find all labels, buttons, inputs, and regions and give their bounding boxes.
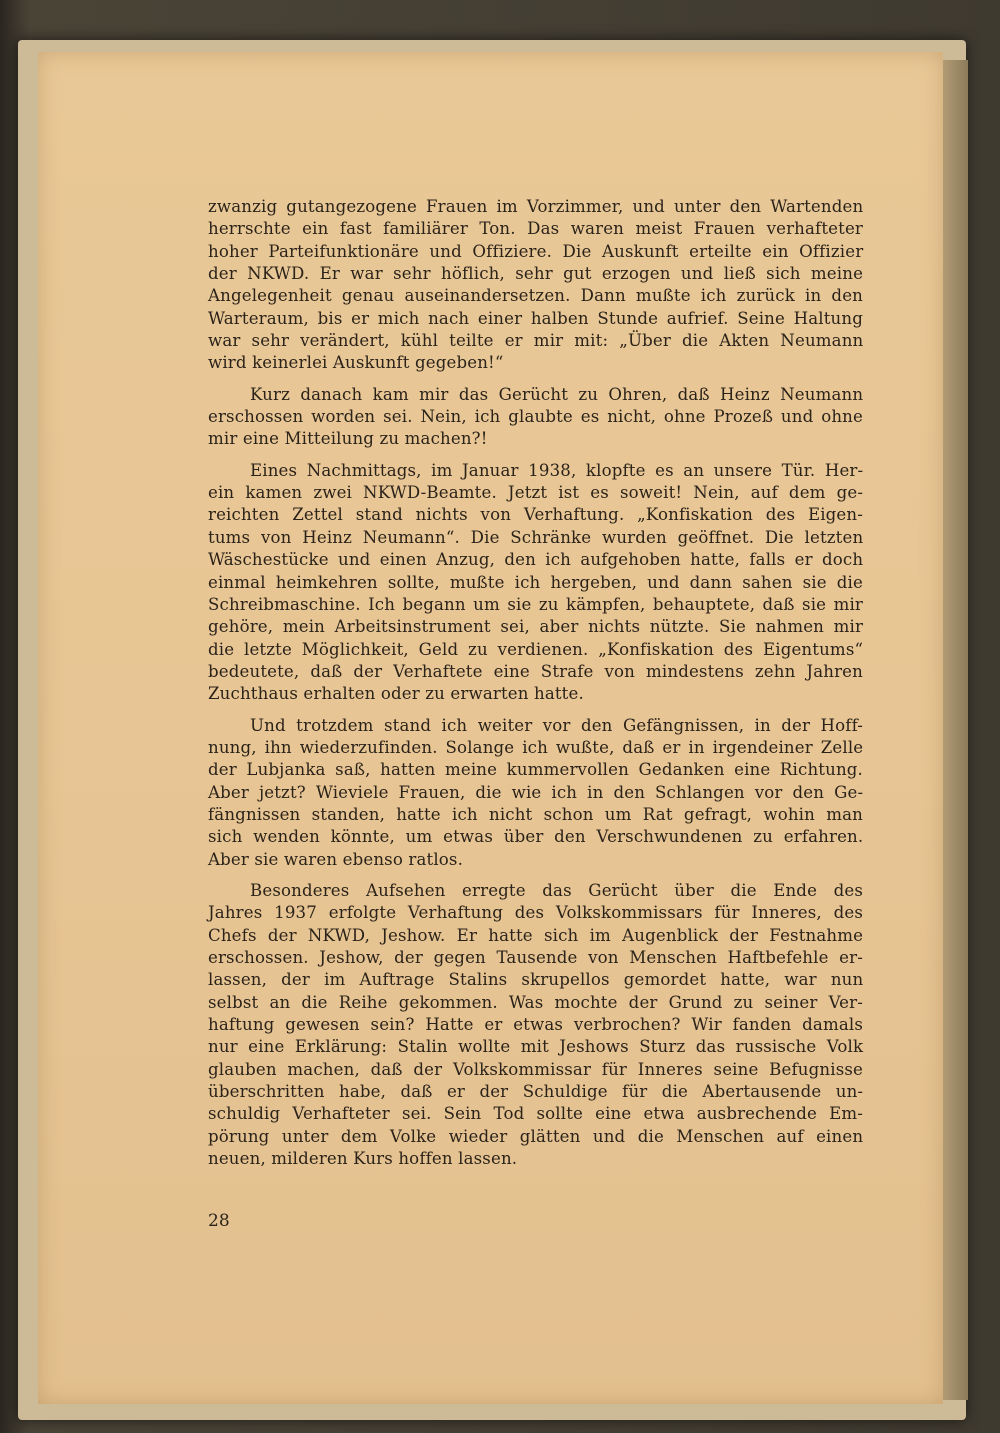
text-line: Aber sie waren ebenso ratlos. [208, 849, 464, 869]
text-line: sich wenden könnte, um etwas über den Verschwundenen zu erfahren. [208, 827, 864, 847]
text-line: Angelegenheit genau auseinandersetzen. Dann mußte ich zurück in den [208, 286, 863, 306]
text-line: gehöre, mein Arbeitsinstrument sei, aber nichts nützte. Sie nahmen mir [208, 617, 864, 637]
paragraph [208, 384, 863, 451]
paragraph-gap [208, 871, 863, 880]
text-line: die letzte Möglichkeit, Geld zu verdienen. „Konfiskation des Eigentums“ [208, 639, 864, 659]
text-line: war sehr verändert, kühl teilte er mir mit: „Über die Akten Neumann [208, 331, 864, 351]
text-line: nung, ihn wiederzufinden. Solange ich wußte, daß er in irgendeiner Zelle [208, 737, 864, 757]
text-line: Schreibmaschine. Ich begann um sie zu kämpfen, behauptete, daß sie mir [208, 594, 863, 614]
text-line: mir eine Mitteilung zu machen?! [208, 429, 488, 449]
paragraph-gap [208, 375, 863, 384]
paragraph-gap [208, 706, 863, 715]
text-line: Kurz danach kam mir das Gerücht zu Ohren, daß Heinz Neumann [250, 384, 864, 404]
text-line: herrschte ein fast familiärer Ton. Das waren meist Frauen verhafteter [208, 219, 863, 239]
text-line: einmal heimkehren sollte, mußte ich hergeben, und dann sahen sie die [208, 572, 863, 592]
text-line: Zuchthaus erhalten oder zu erwarten hatte. [208, 684, 584, 704]
page-number: 28 [208, 1211, 230, 1231]
text-line: pörung unter dem Volke wieder glätten und die Menschen auf einen [208, 1126, 864, 1146]
text-line: überschritten habe, daß er der Schuldige für die Abertausende un- [208, 1082, 864, 1102]
text-line: haftung gewesen sein? Hatte er etwas verbrochen? Wir fanden damals [208, 1015, 863, 1035]
paragraph [208, 196, 863, 375]
text-line: erschossen. Jeshow, der gegen Tausende von Menschen Haftbefehle er- [208, 948, 863, 967]
text-line: zwanzig gutangezogene Frauen im Vorzimmer, und unter den Wartenden [208, 197, 864, 216]
text-line: glauben machen, daß der Volkskommissar für Inneres seine Befugnisse [208, 1059, 863, 1079]
paragraph-gap [208, 451, 863, 460]
text-line: lassen, der im Auftrage Stalins skrupellos gemordet hatte, war nun [208, 970, 864, 990]
text-line: erschossen worden sei. Nein, ich glaubte es nicht, ohne Prozeß und ohne [208, 407, 863, 427]
paragraph [208, 460, 863, 706]
text-line: der NKWD. Er war sehr höflich, sehr gut erzogen und ließ sich meine [208, 264, 864, 284]
text-line: Jahres 1937 erfolgte Verhaftung des Volkskommissars für Inneres, des [208, 903, 863, 923]
text-line: nur eine Erklärung: Stalin wollte mit Jeshows Sturz das russische Volk [208, 1037, 864, 1057]
text-line: selbst an die Reihe gekommen. Was mochte der Grund zu seiner Ver- [208, 992, 863, 1012]
text-line: Und trotzdem stand ich weiter vor den Gefängnissen, in der Hoff- [250, 715, 864, 735]
text-line: der Lubjanka saß, hatten meine kummervollen Gedanken eine Richtung. [208, 760, 863, 780]
text-line: Wäschestücke und einen Anzug, den ich aufgehoben hatte, falls er doch [208, 550, 864, 570]
text-line: Eines Nachmittags, im Januar 1938, klopfte es an unsere Tür. Her- [250, 460, 864, 480]
text-line: Chefs der NKWD, Jeshow. Er hatte sich im Augenblick der Festnahme [208, 925, 864, 945]
text-line: bedeutete, daß der Verhaftete eine Strafe von mindestens zehn Jahren [208, 661, 863, 681]
text-line: fängnissen standen, hatte ich nicht schon um Rat gefragt, wohin man [208, 804, 863, 824]
body-text [208, 196, 863, 1170]
text-line: Aber jetzt? Wieviele Frauen, die wie ich in den Schlangen vor den Ge- [208, 782, 864, 802]
paragraph [208, 715, 863, 871]
text-line: tums von Heinz Neumann“. Die Schränke wurden geöffnet. Die letzten [208, 527, 864, 547]
text-line: reichten Zettel stand nichts von Verhaftung. „Konfiskation des Eigen- [208, 505, 863, 525]
paragraph [208, 880, 863, 1170]
text-line: Warteraum, bis er mich nach einer halben Stunde aufrief. Seine Haltung [208, 308, 863, 328]
page-stack-edge [940, 60, 968, 1400]
text-line: ein kamen zwei NKWD-Beamte. Jetzt ist es soweit! Nein, auf dem ge- [208, 483, 864, 503]
text-line: wird keinerlei Auskunft gegeben!“ [208, 353, 504, 373]
text-line: neuen, milderen Kurs hoffen lassen. [208, 1149, 518, 1169]
text-line: hoher Parteifunktionäre und Offiziere. Die Auskunft erteilte ein Offizier [208, 241, 864, 261]
text-line: Besonderes Aufsehen erregte das Gerücht über die Ende des [250, 880, 864, 900]
text-line: schuldig Verhafteter sei. Sein Tod sollte eine etwa ausbrechende Em- [208, 1104, 863, 1124]
